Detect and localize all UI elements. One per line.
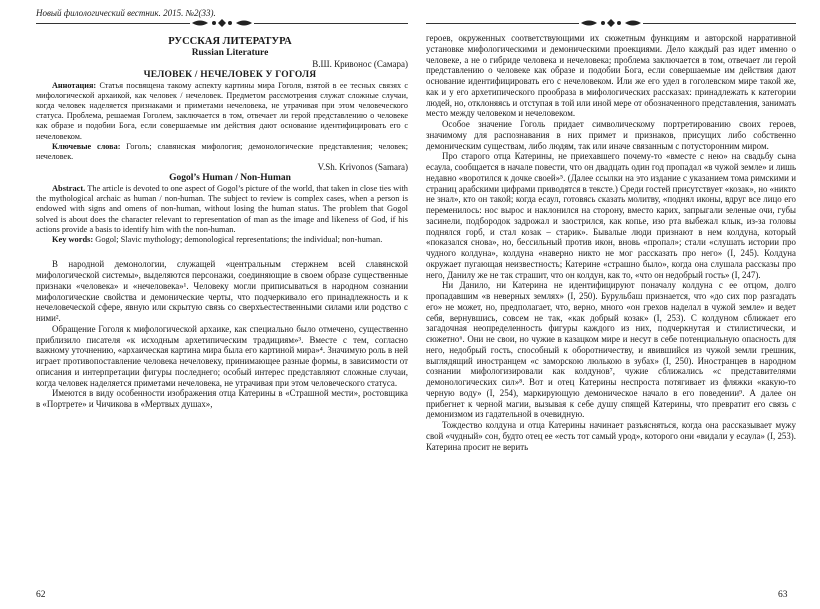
page-number-right: 63 (778, 590, 788, 600)
paragraph: Про старого отца Катерины, не приехавшего почему-то «вместе с нею» на свадьбу сына есаула, сообщается в начале повести, что он двадцать один год пропадал «в чужой земле» и лишь недавно «воротился к дочке своей»⁵. (Далее ссылки на это издание с указанием тома римскими и страниц арабскими цифрами приводятся в тексте.) Среди гостей присутствует «козак», но «никто не знал», кто он такой; когда есаул, готовясь сказать молитву, «поднял иконы, вдруг все лицо его переменилось: нос вырос и наклонился на сторону, вместо карих, запрыгали зеленые очи, губы засинели, подбородок задрожал и заострился, как копье, изо рта выбежал клык, из-за головы поднялся горб, и стал козак – старик». Бывалые люди признают в нем колдуна, который «показался снова», но, бессильный против икон, вновь «пропал»; стали «слушать истории про чудного колдуна», колдуна «наверно никто не мог рассказать про него» (I, 245). Колдуна окружает пугающая неизвестность; Катерине «страшно было», когда она слушала рассказы про него, Данилу же не так страшит, что он колдун, как то, «что он недобрый гость» (I, 247). (426, 151, 796, 280)
page-number-left: 62 (36, 590, 46, 600)
keywords-ru (36, 142, 408, 162)
ornament-icon (579, 18, 643, 28)
right-page-column (426, 33, 796, 452)
running-head: Новый филологический вестник. 2015. №2(33). (36, 8, 216, 18)
abstract-en-text: The article is devoted to one aspect of Gogol’s picture of the world, that taken in close ties with the mythological archaic as human / non-human. The subject to review is complex cases, when a person is endowed with signs and omens of non-human, without losing the human status. The problem that Gogol solved is about does the character relevant to representation of man as the image and likeness of God, if his actions provide a basis to identify him with the non-human. (36, 183, 408, 234)
keywords-ru-text: Гоголь; славянская мифология; демонологические представления; человек; нечеловек. (36, 141, 408, 161)
paragraph: Особое значение Гоголь придает символическому портретированию своих героев, значимому для распознавания в них примет и признаков, присущих либо собственно демоническим существам, либо людям, так или иначе связанным с потусторонним миром. (426, 119, 796, 151)
paragraph: Имеются в виду особенности изображения отца Катерины в «Страшной мести», ростовщика в «Портрете» и Чичикова в «Мертвых душах», (36, 388, 408, 410)
section-subtitle: Russian Literature (191, 48, 269, 58)
paragraph: героев, окруженных соответствующими их сюжетным функциям и авторской нарративной установке мифологическими и демоническими проекциями. Дело каждый раз идет именно о человеке, а не о гибриде человека и нечеловека; проблема заключается в том, отвечает ли герой представлению о человеке как образе и подобии Бога, если совершаемые им действия дают основание идентифицировать его с нечеловеком. Или же его удел в гоголевском мире такой же, как и у его архетипического прообраза в мифологических рассказах: принадлежать к категории людей, но, отклоняясь и отступая в той или иной мере от обозначенного представления, занимать место между человеком и нечеловеком. (426, 33, 796, 119)
keywords-en-text: Gogol; Slavic mythology; demonological representations; the individual; non-human. (93, 235, 383, 245)
article-title-en: Gogol’s Human / Non-Human (169, 172, 291, 183)
keywords-en-label: Key words: (52, 235, 94, 245)
abstract-en-label: Abstract. (52, 183, 86, 193)
abstract-en (36, 184, 408, 235)
author-en: V.Sh. Krivonos (Samara) (317, 162, 408, 173)
article-title-ru: ЧЕЛОВЕК / НЕЧЕЛОВЕК У ГОГОЛЯ (143, 69, 317, 80)
paragraph: В народной демонологии, служащей «центральным стержнем всей славянской мифологической системы», выделяются персонажи, соединяющие в своем образе существенные признаки «человека» и «нечеловека»¹. Человеку могли приписываться в народном сознании мифологические свойства и демонические черты, что подчеркивало его принадлежность и к нечеловеческой сфере, явную или скрытую связь со сверхъестественными силами или родство с ними². (36, 259, 408, 324)
abstract-ru (36, 81, 408, 142)
left-page-column (36, 36, 408, 410)
paragraph: Тождество колдуна и отца Катерины начинает разъясняться, когда она рассказывает мужу свой «чудный» сон, будто отец ее «есть тот самый урод», которого они «видали у есаула» (I, 253). Катерина просит не верить (426, 420, 796, 452)
keywords-ru-label: Ключевые слова: (52, 141, 121, 151)
paragraph: Ни Данило, ни Катерина не идентифицируют поначалу колдуна с ее отцом, долго пропадавшим «в неверных землях» (I, 250). Бурульбаш признается, что «до сих пор разгадать его» не может, но, предполагает, что, верно, много «он грехов наделал в чужой земле» и ведет себя, вернувшись, совсем не так, «как добрый козак» (I, 253). С колдуном сближает его загадочная неопределенность фигуры каждого из них, подчеркнутая и стилистически, и сюжетно⁶. Они не свои, но чужие в казацком мире и несут в себе потенциальную опасность для него, недобрый гость, способный к оборотничеству, и явившийся из чужой земли грешник, выглядящий иностранцем «с заморскою люлькою в зубах» (I, 250). Иностранцев в народном сознании мифологизировали как колдунов⁷, чужие сближались «с представителями демонологических сил»⁸. Вот и отец Катерины неспроста потягивает из фляжки «какую-то черную воду» (I, 254), маркирующую демоническое начало в его поведении⁹. А далее он прибегнет к черной магии, вызывая к себе душу спящей Катерины, что превратит его связь с демонизмом из гадательной в очевидную. (426, 280, 796, 420)
body-text-left (36, 259, 408, 410)
ornament-icon (190, 18, 254, 28)
abstract-ru-label: Аннотация: (52, 80, 97, 90)
section-title: РУССКАЯ ЛИТЕРАТУРА (168, 36, 292, 47)
ornament-divider-left (36, 18, 408, 28)
ornament-divider-right (426, 18, 796, 28)
keywords-en (36, 235, 408, 245)
author-ru: В.Ш. Кривонос (Самара) (312, 59, 408, 69)
abstract-ru-text: Статья посвящена такому аспекту картины мира Гоголя, взятой в ее тесных связях с мифологической архаикой, как человек / нечеловек. Предметом рассмотрения служат сложные случаи, когда человек наделяется признаками и приметами нечеловека, не утрачивая при этом человеческого статуса. Проблема, решаемая Гоголем, заключается в том, отвечает ли герой представлению о человеке как образе и подобии Бога, если совершаемые им действия дают основание идентифицировать его с нечеловеком. (36, 80, 408, 141)
paragraph: Обращение Гоголя к мифологической архаике, как специально было отмечено, существенно приблизило писателя «к исходным архетипическим традициям»³. Вместе с тем, согласно важному уточнению, «архаическая картина мира была его картиной мира»⁴. Значимую роль в ней играет противопоставление человека нечеловеку, принимающее разные формы, в зависимости от описания и интерпретации фигуры последнего; особый интерес представляют сложные случаи, когда человек наделяется приметами нечеловека, не утрачивая при этом человеческого статуса. (36, 323, 408, 388)
